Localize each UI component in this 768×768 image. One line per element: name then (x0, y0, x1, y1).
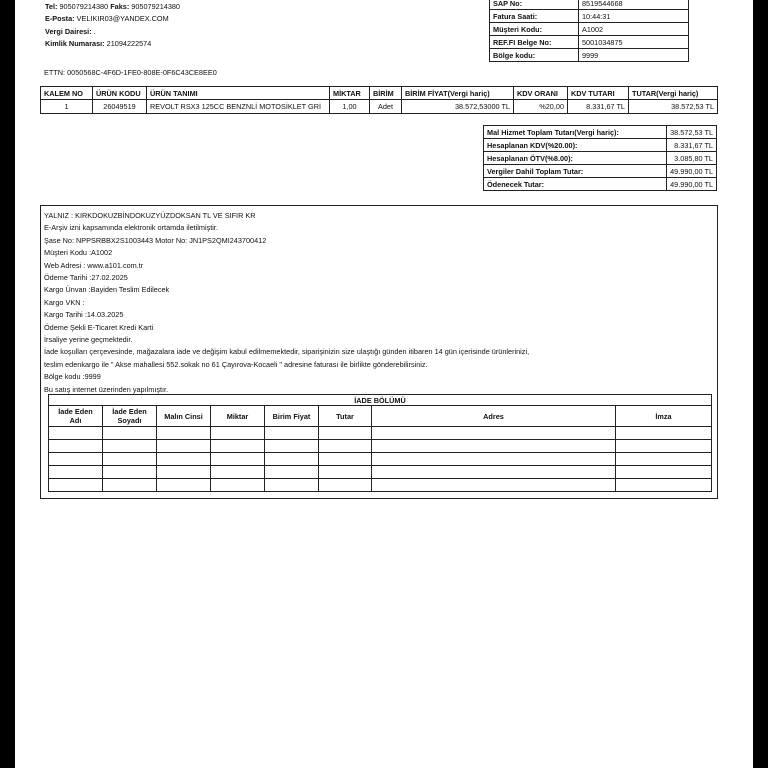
notes-box (40, 205, 718, 499)
iade-blank-row (49, 440, 712, 453)
note-line: Kargo Ünvan :Bayiden Teslim Edilecek (44, 285, 170, 295)
header-urun-tanimi: ÜRÜN TANIMI (147, 87, 330, 100)
iade-header-imza: İmza (616, 406, 712, 427)
ettn: ETTN: 0050568C-4F6D-1FE0-808E-0F6C43CE8EE0 (44, 68, 217, 77)
info-row: Bölge kodu: 9999 (490, 49, 689, 62)
iade-header-soyad: İade Eden Soyadı (103, 406, 157, 427)
iade-blank-row (49, 453, 712, 466)
header-kdv-tutari: KDV TUTARI (568, 87, 629, 100)
note-line: E-Arşiv izni kapsamında elektronik ortamda iletilmiştir. (44, 223, 218, 233)
totals-table (483, 125, 717, 191)
iade-blank-row (49, 479, 712, 492)
email-label: E-Posta: (45, 14, 75, 23)
iade-header-mal: Malın Cinsi (157, 406, 211, 427)
note-line: teslim edenkargo ile " Akse mahallesi 552.sokak no 61 Çayırova-Kocaeli " adresine faturası ile birlikte gönderebilirsiniz. (44, 359, 428, 369)
seller-email-line (45, 14, 169, 24)
tax-office-label: Vergi Dairesi: (45, 27, 92, 36)
tel-value: 905079214380 (59, 2, 109, 11)
iade-header-tutar: Tutar (319, 406, 372, 427)
fax-value: 905079214380 (131, 2, 180, 11)
iade-header-miktar: Miktar (211, 406, 265, 427)
tax-office-value: . (93, 27, 96, 36)
note-line: İrsaliye yerine geçmektedir. (44, 335, 133, 345)
iade-title-row (49, 395, 712, 406)
note-line: Web Adresi : www.a101.com.tr (44, 260, 144, 270)
items-table (40, 86, 718, 114)
note-line: Kargo VKN : (44, 297, 85, 307)
email-value: VELIKIR03@YANDEX.COM (76, 14, 169, 23)
note-line: Bu satış internet üzerinden yapılmıştır. (44, 384, 169, 394)
note-line: Ödeme Tarihi :27.02.2025 (44, 273, 128, 283)
items-header-row (41, 87, 718, 100)
totals-row: Hesaplanan KDV(%20.00): 8.331,67 TL (484, 139, 717, 152)
info-row: Müşteri Kodu: A1002 (490, 23, 689, 36)
note-line: Kargo Tarihi :14.03.2025 (44, 310, 124, 320)
totals-row: Ödenecek Tutar: 49.990,00 TL (484, 178, 717, 191)
invoice-page (15, 0, 753, 768)
note-line: YALNIZ : KIRKDOKUZBİNDOKUZYÜZDOKSAN TL VE SIFIR KR (44, 211, 256, 220)
fax-label: Faks: (110, 2, 130, 11)
notes-text (44, 210, 529, 396)
iade-header-fiyat: Birim Fiyat (265, 406, 319, 427)
header-kalem-no: KALEM NO (41, 87, 93, 100)
iade-header-adres: Adres (372, 406, 616, 427)
tel-label: Tel: (45, 2, 58, 11)
totals-row: Vergiler Dahil Toplam Tutar: 49.990,00 TL (484, 165, 717, 178)
info-row: Fatura Saati: 10:44:31 (490, 10, 689, 23)
note-line: İade koşulları çerçevesinde, mağazalara iade ve değişim kabul edilmemektedir, siparişinizin size ulaştığı günden itibaren 14 gün içerisinde ürünlerinizi, (44, 347, 530, 357)
seller-tax-office-line (45, 27, 96, 37)
iade-table (48, 394, 712, 492)
seller-tel-line (45, 2, 180, 12)
info-row: SAP No: 8519544668 (490, 0, 689, 10)
header-miktar: MİKTAR (330, 87, 370, 100)
header-kdv-orani: KDV ORANI (514, 87, 568, 100)
seller-id-line (45, 39, 151, 49)
iade-blank-row (49, 427, 712, 440)
header-tutar: TUTAR(Vergi hariç) (629, 87, 718, 100)
iade-title: İADE BÖLÜMÜ (49, 395, 712, 406)
header-birim: BİRİM (370, 87, 402, 100)
note-line: Şase No: NPPSRBBX2S1003443 Motor No: JN1PS2QMI243700412 (44, 235, 267, 245)
note-line: Ödeme Şekli E-Ticaret Kredi Karti (44, 322, 154, 332)
info-row: REF.FI Belge No: 5001034875 (490, 36, 689, 49)
header-urun-kodu: ÜRÜN KODU (93, 87, 147, 100)
iade-header-row (49, 406, 712, 427)
id-value: 21094222574 (106, 39, 152, 48)
iade-blank-row (49, 466, 712, 479)
iade-header-ad: İade Eden Adı (49, 406, 103, 427)
invoice-info-table (489, 0, 689, 62)
header-birim-fiyat: BİRİM FİYAT(Vergi hariç) (402, 87, 514, 100)
note-line: Bölge kodu :9999 (44, 372, 101, 382)
id-label: Kimlik Numarası: (45, 39, 105, 48)
note-line: Müşteri Kodu :A1002 (44, 248, 113, 258)
totals-row: Hesaplanan ÖTV(%8.00): 3.085,80 TL (484, 152, 717, 165)
table-row: 1 26049519 REVOLT RSX3 125CC BENZNLİ MOTOSİKLET GRİ 1,00 Adet 38.572,53000 TL %20,00 8.331,67 TL 38.572,53 TL (41, 100, 718, 114)
totals-row: Mal Hizmet Toplam Tutarı(Vergi hariç): 38.572,53 TL (484, 126, 717, 139)
